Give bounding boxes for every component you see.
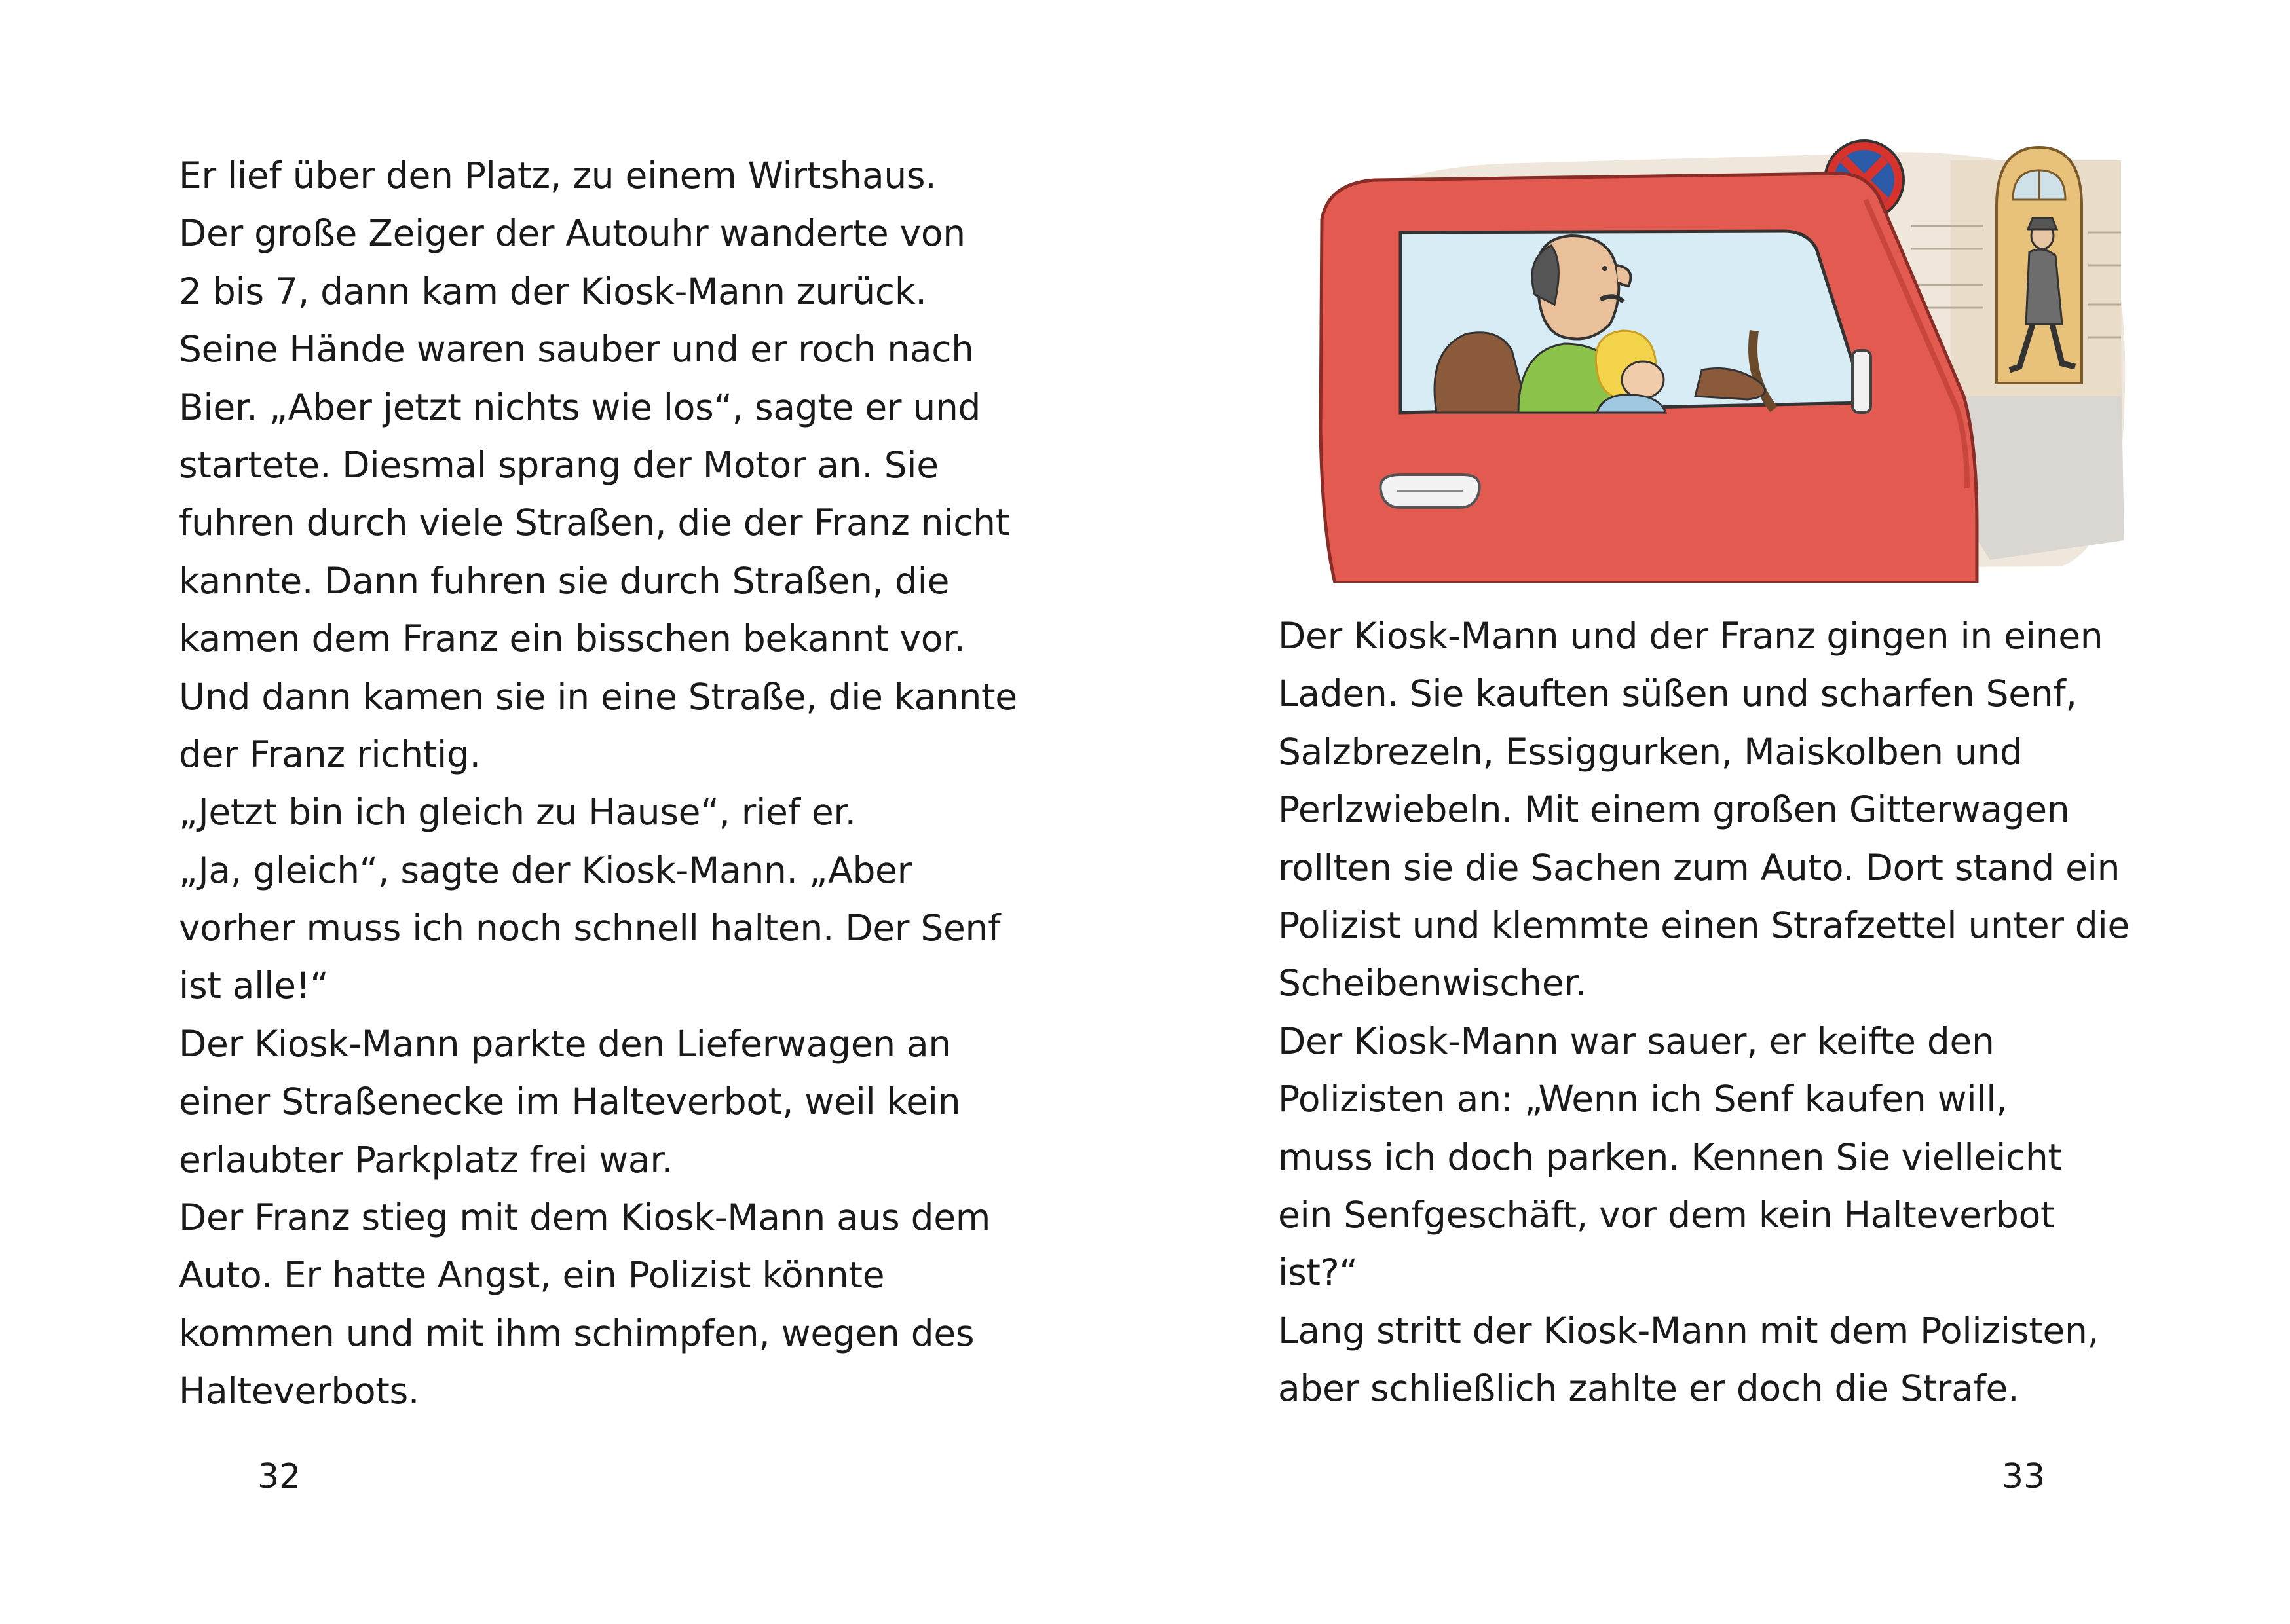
text-line: Salzbrezeln, Essiggurken, Maiskolben und xyxy=(1278,730,2023,773)
text-line: vorher muss ich noch schnell halten. Der Senf xyxy=(179,907,1001,950)
text-line: Der Kiosk-Mann und der Franz gingen in einen xyxy=(1278,615,2103,657)
page-number-left: 32 xyxy=(257,1457,301,1496)
text-line: Und dann kamen sie in eine Straße, die kannte xyxy=(179,675,1017,718)
text-line: Halteverbots. xyxy=(179,1370,420,1412)
text-line: „Ja, gleich“, sagte der Kiosk-Mann. „Aber xyxy=(179,849,912,891)
illustration-svg xyxy=(1302,134,2134,583)
text-line: 2 bis 7, dann kam der Kiosk-Mann zurück. xyxy=(179,270,927,312)
text-line: Seine Hände waren sauber und er roch nach xyxy=(179,328,974,371)
text-line: Der Kiosk-Mann war sauer, er keifte den xyxy=(1278,1020,1995,1062)
text-line: erlaubter Parkplatz frei war. xyxy=(179,1138,673,1181)
right-page xyxy=(1145,0,2290,1624)
text-line: einer Straßenecke im Halteverbot, weil kein xyxy=(179,1080,961,1123)
text-line: rollten sie die Sachen zum Auto. Dort stand ein xyxy=(1278,846,2120,889)
text-line: Der Franz stieg mit dem Kiosk-Mann aus dem xyxy=(179,1196,991,1239)
text-line: Perlzwiebeln. Mit einem großen Gitterwagen xyxy=(1278,788,2070,831)
text-line: fuhren durch viele Straßen, die der Franz nicht xyxy=(179,502,1010,544)
text-line: startete. Diesmal sprang der Motor an. Sie xyxy=(179,443,939,486)
left-page-text xyxy=(179,147,1096,1420)
page-number-right: 33 xyxy=(2002,1457,2046,1496)
text-line: Lang stritt der Kiosk-Mann mit dem Polizisten, xyxy=(1278,1309,2099,1352)
text-line: Scheibenwischer. xyxy=(1278,962,1586,1005)
text-line: aber schließlich zahlte er doch die Strafe. xyxy=(1278,1367,2019,1410)
text-line: Er lief über den Platz, zu einem Wirtshaus. xyxy=(179,155,937,196)
text-line: „Jetzt bin ich gleich zu Hause“, rief er. xyxy=(179,791,856,834)
right-page-text xyxy=(1278,607,2228,1417)
side-mirror-icon xyxy=(1852,350,1871,413)
text-line: Polizisten an: „Wenn ich Senf kaufen will, xyxy=(1278,1078,2008,1120)
text-line: ist?“ xyxy=(1278,1251,1358,1294)
text-line: Auto. Er hatte Angst, ein Polizist könnte xyxy=(179,1254,885,1297)
text-line: Laden. Sie kauften süßen und scharfen Senf, xyxy=(1278,673,2077,715)
text-line: Der Kiosk-Mann parkte den Lieferwagen an xyxy=(179,1022,951,1065)
text-line: kamen dem Franz ein bisschen bekannt vor. xyxy=(179,618,966,660)
text-line: ist alle!“ xyxy=(179,965,329,1007)
text-line: Der große Zeiger der Autouhr wanderte von xyxy=(179,212,966,255)
text-line: der Franz richtig. xyxy=(179,733,481,775)
van-no-stopping-sign-illustration xyxy=(1302,134,2134,583)
text-line: Polizist und klemmte einen Strafzettel unter die xyxy=(1278,904,2130,946)
text-line: kannte. Dann fuhren sie durch Straßen, die xyxy=(179,559,950,602)
text-line: muss ich doch parken. Kennen Sie vielleicht xyxy=(1278,1135,2062,1178)
text-line: ein Senfgeschäft, vor dem kein Halteverbot xyxy=(1278,1193,2055,1236)
text-line: kommen und mit ihm schimpfen, wegen des xyxy=(179,1312,975,1354)
text-line: Bier. „Aber jetzt nichts wie los“, sagte er und xyxy=(179,386,981,428)
